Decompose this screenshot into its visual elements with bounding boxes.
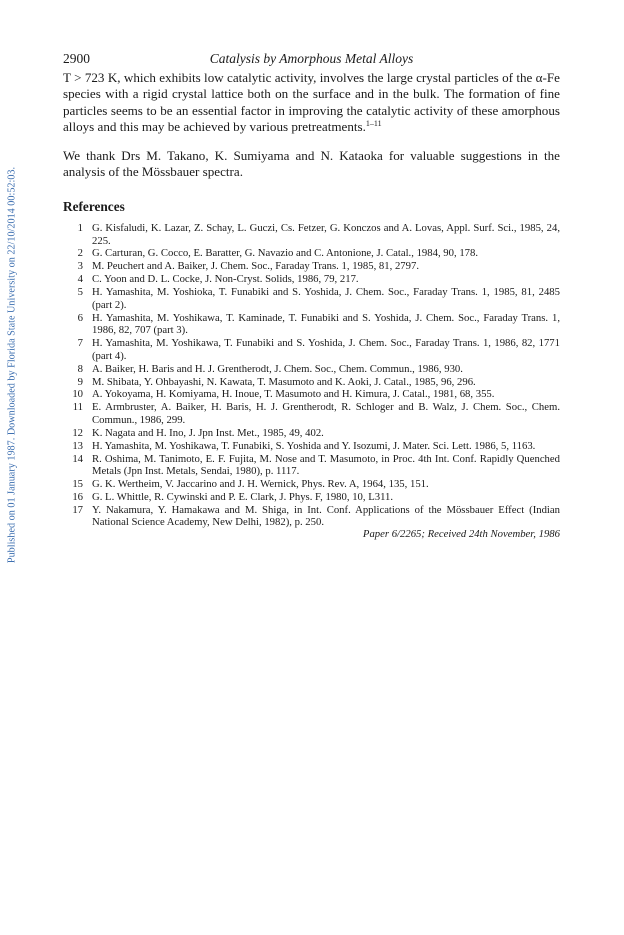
reference-item xyxy=(63,376,560,389)
reference-number: 12 xyxy=(72,426,83,439)
reference-number: 8 xyxy=(77,362,83,375)
reference-number: 6 xyxy=(77,311,83,324)
reference-item xyxy=(63,222,560,247)
reference-text: R. Oshima, M. Tanimoto, E. F. Fujita, M. Nose and T. Masumoto, in Proc. 4th Int. Conf. Rapidly Quenched Metals (Jpn Inst. Metals, Sendai, 1980), p. 1117. xyxy=(92,452,560,478)
reference-number: 14 xyxy=(72,452,83,465)
reference-list xyxy=(63,222,560,529)
reference-item xyxy=(63,312,560,337)
acknowledgement-paragraph: We thank Drs M. Takano, K. Sumiyama and N. Kataoka for valuable suggestions in the analysis of the Mössbauer spectra. xyxy=(63,148,560,180)
reference-item xyxy=(63,260,560,273)
reference-number: 3 xyxy=(77,260,83,273)
reference-number: 1 xyxy=(77,222,83,234)
running-title: Catalysis by Amorphous Metal Alloys xyxy=(209,51,414,66)
reference-item xyxy=(63,453,560,478)
page-number: 2900 xyxy=(63,51,90,66)
reference-number: 4 xyxy=(77,273,83,286)
reference-number: 13 xyxy=(72,439,83,452)
reference-text: A. Yokoyama, H. Komiyama, H. Inoue, T. Masumoto and H. Kimura, J. Catal., 1981, 68, 355. xyxy=(92,388,495,401)
reference-number: 16 xyxy=(72,490,83,503)
body-paragraph xyxy=(63,70,560,135)
download-watermark-text: Published on 01 January 1987. Downloaded by Florida State University on 22/10/2014 00:52:03. xyxy=(6,166,18,564)
reference-text: Y. Nakamura, Y. Hamakawa and M. Shiga, in Int. Conf. Applications of the Mössbauer Effect (Indian National Science Academy, New Delhi, 1982), p. 250. xyxy=(92,503,560,529)
reference-text: H. Yamashita, M. Yoshikawa, T. Funabiki and S. Yoshida, J. Chem. Soc., Faraday Trans. 1, 1986, 82, 1771 (part 4). xyxy=(92,337,560,362)
reference-item xyxy=(63,401,560,426)
reference-text: G. K. Wertheim, V. Jaccarino and J. H. Wernick, Phys. Rev. A, 1964, 135, 151. xyxy=(92,478,429,491)
reference-item xyxy=(63,337,560,362)
reference-item xyxy=(63,491,560,504)
reference-text: G. Carturan, G. Cocco, E. Baratter, G. Navazio and C. Antonione, J. Catal., 1984, 90, 178. xyxy=(92,247,479,260)
reference-text: M. Shibata, Y. Ohbayashi, N. Kawata, T. Masumoto and K. Aoki, J. Catal., 1985, 96, 296. xyxy=(92,375,476,388)
reference-item xyxy=(63,478,560,491)
reference-number: 5 xyxy=(77,286,83,299)
reference-text: H. Yamashita, M. Yoshioka, T. Funabiki and S. Yoshida, J. Chem. Soc., Faraday Trans. 1, 1985, 81, 2485 (part 2). xyxy=(92,286,560,311)
page-header xyxy=(63,51,560,67)
download-watermark xyxy=(4,150,20,580)
reference-item xyxy=(63,504,560,529)
reference-text: G. Kisfaludi, K. Lazar, Z. Schay, L. Guczi, Cs. Fetzer, G. Konczos and A. Lovas, Appl. Surf. Sci., 1985, 24, 225. xyxy=(92,222,560,247)
reference-item xyxy=(63,427,560,440)
reference-number: 2 xyxy=(77,247,83,260)
reference-item xyxy=(63,363,560,376)
reference-text: K. Nagata and H. Ino, J. Jpn Inst. Met., 1985, 49, 402. xyxy=(92,426,324,439)
reference-item xyxy=(63,273,560,286)
paper-received-note: Paper 6/2265; Received 24th November, 1986 xyxy=(362,528,560,540)
reference-item xyxy=(63,286,560,311)
reference-text: H. Yamashita, M. Yoshikawa, T. Funabiki, S. Yoshida and Y. Isozumi, J. Mater. Sci. Lett. 1986, 5, 1163. xyxy=(92,439,536,452)
reference-text: E. Armbruster, A. Baiker, H. Baris, H. J. Grentherodt, R. Schloger and B. Walz, J. Chem. Soc., Chem. Commun., 1986, 299. xyxy=(92,401,560,426)
reference-item xyxy=(63,247,560,260)
reference-item xyxy=(63,388,560,401)
reference-number: 10 xyxy=(72,388,83,401)
body-paragraph-text: T > 723 K, which exhibits low catalytic activity, involves the large crystal particles of the α-Fe species with a rigid crystal lattice both on the surface and in the bulk. The formation of fine particles seems to be an essential factor in improving the catalytic activity of these amorphous alloys and this may be achieved by various pretreatments. xyxy=(63,70,560,134)
reference-number: 15 xyxy=(72,478,83,491)
reference-text: C. Yoon and D. L. Cocke, J. Non-Cryst. Solids, 1986, 79, 217. xyxy=(92,273,359,286)
reference-text: M. Peuchert and A. Baiker, J. Chem. Soc., Faraday Trans. 1, 1985, 81, 2797. xyxy=(92,260,419,273)
reference-text: H. Yamashita, M. Yoshikawa, T. Kaminade, T. Funabiki and S. Yoshida, J. Chem. Soc., Faraday Trans. 1, 1986, 82, 707 (part 3). xyxy=(92,311,560,337)
reference-number: 17 xyxy=(72,503,83,516)
reference-text: G. L. Whittle, R. Cywinski and P. E. Clark, J. Phys. F, 1980, 10, L311. xyxy=(92,490,394,503)
reference-number: 9 xyxy=(77,375,83,388)
reference-number: 11 xyxy=(72,401,83,414)
citation-superscript: 1–11 xyxy=(365,118,382,128)
reference-number: 7 xyxy=(77,337,83,350)
reference-item xyxy=(63,440,560,453)
reference-text: A. Baiker, H. Baris and H. J. Grentherodt, J. Chem. Soc., Chem. Commun., 1986, 930. xyxy=(92,362,463,375)
references-heading: References xyxy=(63,199,125,214)
